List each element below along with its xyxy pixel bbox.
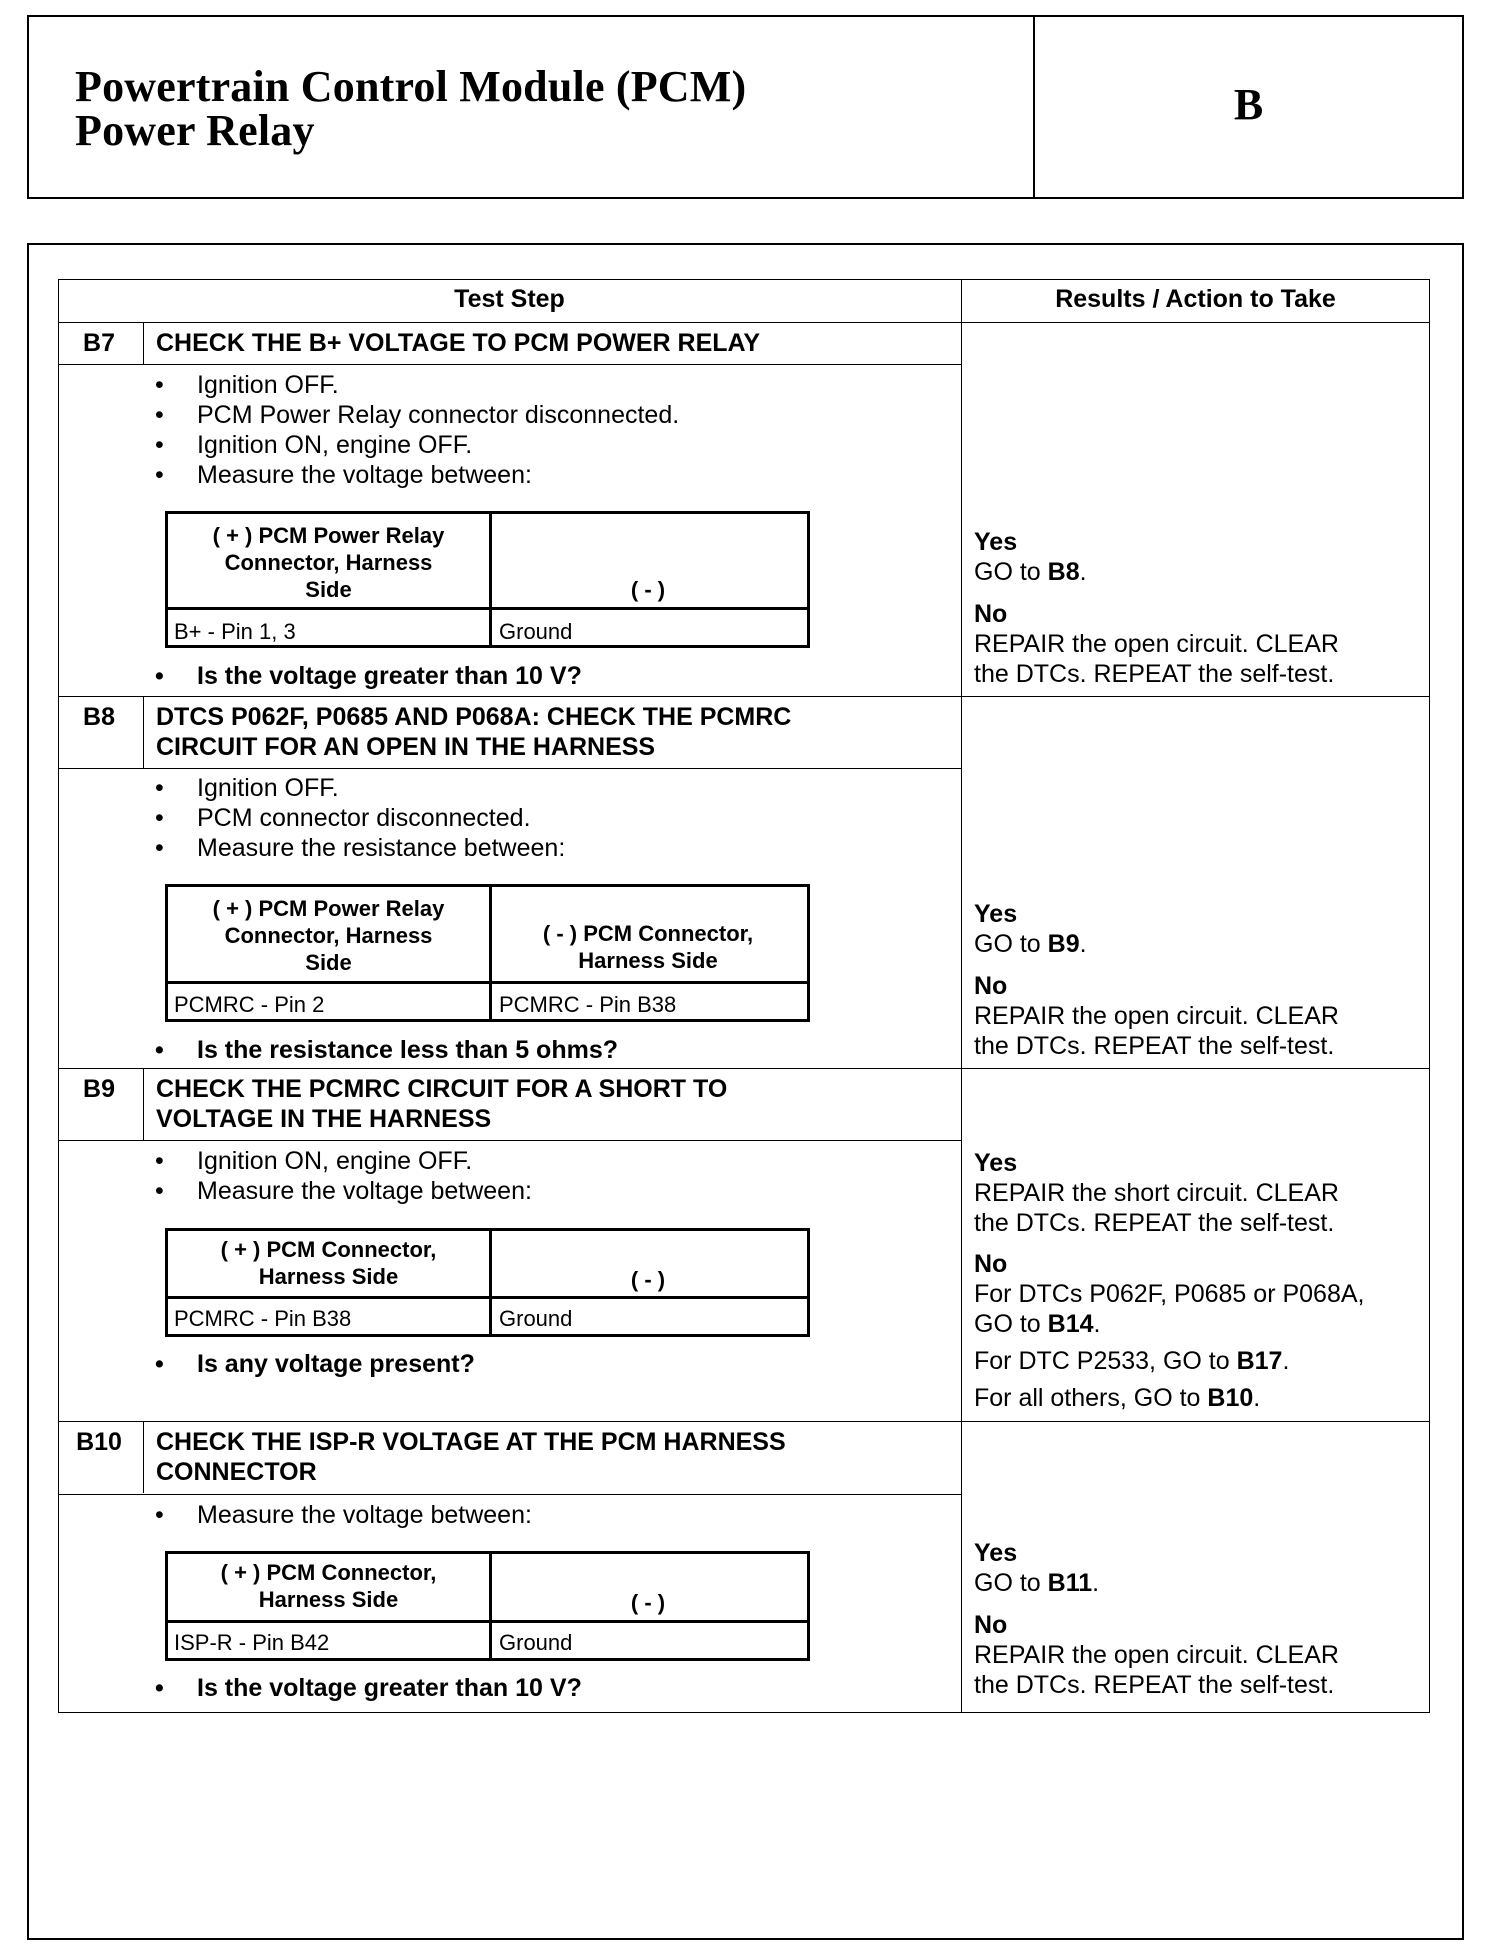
page-title (75, 62, 747, 155)
plus-terminal-header: ( + ) PCM Power Relay Connector, Harness Side (212, 896, 445, 975)
plus-terminal-value: ISP-R - Pin B42 (174, 1630, 330, 1655)
page-title-line1: Powertrain Control Module (PCM) (75, 62, 747, 111)
no-label: No (974, 600, 1008, 628)
step-title-line1: CHECK THE ISP-R VOLTAGE AT THE PCM HARNESS (156, 1428, 786, 1456)
meas-row-divider (168, 607, 807, 610)
section-code: B (1233, 80, 1264, 129)
step-title-line1: DTCS P062F, P0685 AND P068A: CHECK THE PCMRC (156, 703, 792, 731)
step-title (156, 328, 760, 358)
bullet-icon: • (155, 1147, 164, 1175)
goto-link[interactable]: B11 (1047, 1569, 1093, 1597)
no-action: For all others, GO to B10. (974, 1384, 1261, 1412)
minus-terminal-value: Ground (499, 619, 573, 644)
meas-col-divider (489, 1231, 492, 1334)
no-label: No (974, 972, 1008, 1000)
bullet-icon: • (155, 1350, 164, 1378)
measurement-table (165, 884, 810, 1022)
bullet-icon: • (155, 1177, 164, 1205)
step-title-rule (58, 1494, 961, 1495)
bullet-icon: • (155, 1036, 164, 1064)
step-id-divider (143, 322, 144, 364)
minus-terminal-value: Ground (499, 1630, 573, 1655)
step-id: B8 (83, 703, 115, 731)
minus-terminal-header: ( - ) (630, 1590, 666, 1615)
step-rule (58, 1421, 1430, 1422)
yes-label: Yes (974, 1149, 1018, 1177)
no-action: For DTC P2533, GO to B17. (974, 1347, 1290, 1375)
measurement-table (165, 511, 810, 648)
step-question: • Is the voltage greater than 10 V? (155, 1674, 582, 1702)
no-action: For DTCs P062F, P0685 or P068A, (974, 1280, 1365, 1308)
bullet-icon: • (155, 431, 164, 459)
step-id: B9 (83, 1075, 115, 1103)
goto-link[interactable]: B9 (1047, 930, 1080, 958)
meas-row-divider (168, 1296, 807, 1299)
no-label: No (974, 1611, 1008, 1639)
plus-terminal-header: ( + ) PCM Power Relay Connector, Harness Side (212, 523, 445, 602)
plus-terminal-header: ( + ) PCM Connector, Harness Side (220, 1560, 437, 1612)
instruction: • PCM connector disconnected. (155, 804, 531, 832)
step-question: • Is any voltage present? (155, 1350, 475, 1378)
header-title-cell (29, 17, 1035, 197)
header-rule (58, 322, 1430, 323)
no-action: REPAIR the open circuit. CLEAR (974, 630, 1339, 658)
no-action: REPAIR the open circuit. CLEAR (974, 1641, 1339, 1669)
minus-terminal-value: Ground (499, 1306, 573, 1331)
no-action: the DTCs. REPEAT the self-test. (974, 1671, 1335, 1699)
step-id-divider (143, 1068, 144, 1140)
minus-terminal-header: ( - ) (630, 1267, 666, 1292)
step-title (156, 1074, 727, 1134)
step-question: • Is the voltage greater than 10 V? (155, 662, 582, 690)
bullet-icon: • (155, 1674, 164, 1702)
plus-terminal-value: B+ - Pin 1, 3 (174, 619, 296, 644)
col-header-results: Results / Action to Take (1055, 285, 1336, 313)
bullet-icon: • (155, 371, 164, 399)
step-rule (58, 696, 1430, 697)
bullet-icon: • (155, 804, 164, 832)
yes-action: GO to B11. (974, 1569, 1100, 1597)
instruction: • Measure the voltage between: (155, 1177, 532, 1205)
page-title-line2: Power Relay (75, 106, 315, 155)
meas-col-divider (489, 1554, 492, 1658)
yes-action: the DTCs. REPEAT the self-test. (974, 1209, 1335, 1237)
plus-terminal-value: PCMRC - Pin B38 (174, 1306, 352, 1331)
meas-row-divider (168, 981, 807, 984)
step-title-line1: CHECK THE B+ VOLTAGE TO PCM POWER RELAY (156, 329, 760, 357)
instruction: • Ignition OFF. (155, 774, 339, 802)
step-title-rule (58, 768, 961, 769)
goto-link[interactable]: B17 (1236, 1347, 1283, 1375)
goto-link[interactable]: B14 (1047, 1310, 1094, 1338)
step-id: B10 (76, 1428, 122, 1456)
measurement-table (165, 1551, 810, 1661)
instruction: • Ignition ON, engine OFF. (155, 1147, 473, 1175)
col-header-test-step: Test Step (454, 285, 565, 313)
yes-label: Yes (974, 1539, 1018, 1567)
bullet-icon: • (155, 774, 164, 802)
yes-action: REPAIR the short circuit. CLEAR (974, 1179, 1339, 1207)
header-section-cell (1035, 17, 1462, 197)
step-title (156, 1427, 786, 1487)
step-id: B7 (83, 329, 115, 357)
yes-action: GO to B9. (974, 930, 1087, 958)
bullet-icon: • (155, 461, 164, 489)
minus-terminal-header: ( - ) (630, 577, 666, 602)
minus-terminal-header: ( - ) PCM Connector, Harness Side (542, 921, 754, 973)
step-title-line1: CHECK THE PCMRC CIRCUIT FOR A SHORT TO (156, 1075, 728, 1103)
step-title-line2: CIRCUIT FOR AN OPEN IN THE HARNESS (156, 733, 656, 761)
instruction: • Ignition ON, engine OFF. (155, 431, 473, 459)
instruction: • Ignition OFF. (155, 371, 339, 399)
step-title-rule (58, 1140, 961, 1141)
measurement-table (165, 1228, 810, 1337)
meas-col-divider (489, 887, 492, 1019)
instruction: • PCM Power Relay connector disconnected. (155, 401, 680, 429)
bullet-icon: • (155, 662, 164, 690)
instruction: • Measure the resistance between: (155, 834, 566, 862)
step-rule (58, 1068, 1430, 1069)
no-action: the DTCs. REPEAT the self-test. (974, 1032, 1335, 1060)
yes-label: Yes (974, 528, 1018, 556)
bullet-icon: • (155, 401, 164, 429)
step-title-line2: CONNECTOR (156, 1458, 317, 1486)
page-header (27, 15, 1464, 199)
plus-terminal-header: ( + ) PCM Connector, Harness Side (220, 1237, 437, 1289)
step-title-rule (58, 364, 961, 365)
step-title-line2: VOLTAGE IN THE HARNESS (156, 1105, 492, 1133)
step-question: • Is the resistance less than 5 ohms? (155, 1036, 618, 1064)
no-action: GO to B14. (974, 1310, 1101, 1338)
minus-terminal-value: PCMRC - Pin B38 (499, 992, 677, 1017)
goto-link[interactable]: B8 (1047, 558, 1080, 586)
bullet-icon: • (155, 1501, 164, 1529)
instruction: • Measure the voltage between: (155, 1501, 532, 1529)
no-label: No (974, 1250, 1008, 1278)
column-divider (961, 279, 962, 1713)
no-action: the DTCs. REPEAT the self-test. (974, 660, 1335, 688)
yes-action: GO to B8. (974, 558, 1087, 586)
plus-terminal-value: PCMRC - Pin 2 (174, 992, 325, 1017)
step-id-divider (143, 1421, 144, 1493)
meas-col-divider (489, 514, 492, 645)
instruction: • Measure the voltage between: (155, 461, 532, 489)
goto-link[interactable]: B10 (1207, 1384, 1254, 1412)
bullet-icon: • (155, 834, 164, 862)
yes-label: Yes (974, 900, 1018, 928)
no-action: REPAIR the open circuit. CLEAR (974, 1002, 1339, 1030)
step-id-divider (143, 696, 144, 768)
meas-row-divider (168, 1620, 807, 1623)
step-title (156, 702, 791, 762)
